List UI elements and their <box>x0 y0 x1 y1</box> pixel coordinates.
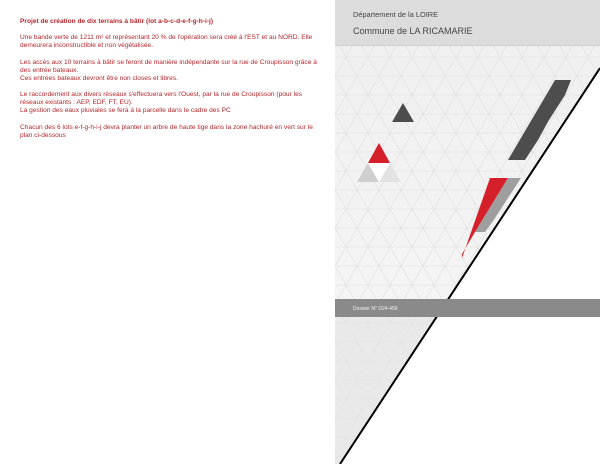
green-strip-paragraph: Une bande verte de 1211 m² et représentant 20 % de l'opération sera créé à l'EST et au NORD. Elle demeurera inconstructible et non végétalisée. <box>20 34 313 49</box>
cover-background <box>335 0 600 464</box>
cover-panel <box>335 0 600 464</box>
commune-label: Commune de LA RICAMARIE <box>353 26 473 36</box>
department-label: Département de la LOIRE <box>353 10 439 19</box>
networks-paragraph: Le raccordement aux divers réseaux s'effectuera vers l'Ouest, par la rue de Croupisson (pour les réseaux existants : AEP, EDF, FT, EU). La gestion des eaux pluviales se fera à la parcelle dans le cadre des PC <box>20 91 303 114</box>
cover-header <box>335 0 600 46</box>
dossier-number: Dossier N° D24-456 <box>353 306 398 312</box>
trees-paragraph: Chacun des 6 lots e-f-g-h-i-j devra planter un arbre de haute tige dans la zone hachuré en vert sur le plan ci-dessous <box>20 123 313 139</box>
project-title: Projet de création de dix terrains à bâtir (lot a-b-c-d-e-f-g-h-i-j) <box>20 18 214 25</box>
project-description <box>20 18 326 148</box>
access-paragraph: Les accès aux 10 terrains à bâtir se feront de manière indépendante sur la rue de Croupisson grâce à des entrée bateaux. Ces entrées bateaux devront être non closes et libres. <box>20 58 317 82</box>
